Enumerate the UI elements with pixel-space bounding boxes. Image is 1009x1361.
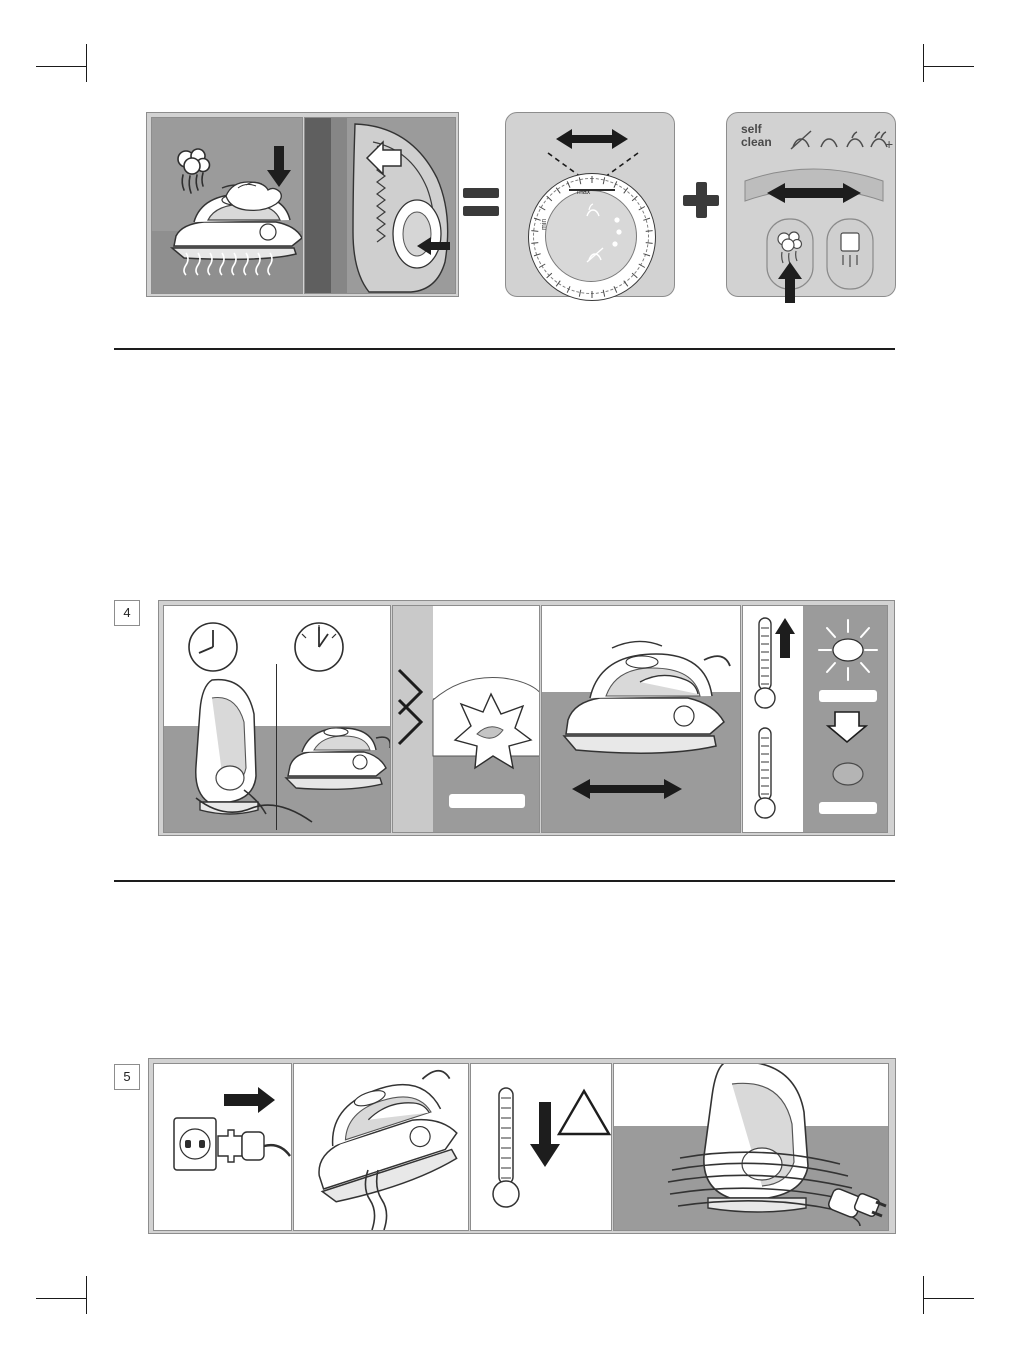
crop-mark-bottom-right (923, 1276, 924, 1314)
cell-iron-in-hand (541, 605, 741, 833)
crop-mark-right-bottom (924, 1298, 974, 1299)
cell-clock-2min (163, 605, 391, 833)
left-arrow-icon (417, 236, 451, 256)
dial-label-min: min (541, 218, 548, 230)
crop-mark-bottom-left (86, 1276, 87, 1314)
plug-icon (216, 1122, 292, 1170)
warning-triangle-icon (557, 1088, 611, 1138)
self-clean-label-line1: self (741, 122, 762, 136)
thermometer-up-icon (751, 614, 799, 712)
cell-iron-steam-burst (151, 117, 303, 294)
plus-symbol (683, 182, 719, 218)
down-arrow-outline-icon (827, 710, 867, 744)
panel-temperature-dial (505, 112, 675, 297)
cell-empty-water (293, 1063, 469, 1231)
no-steam-icon (585, 246, 605, 264)
double-arrow-icon (572, 778, 682, 800)
cell-cool-down (470, 1063, 612, 1231)
cell-steam-burst-fabric (392, 605, 540, 833)
water-stream-icon (354, 1168, 394, 1231)
indicator-light-on-icon (815, 618, 881, 682)
temperature-dial-icon[interactable] (528, 173, 656, 301)
cell-unplug-socket (153, 1063, 292, 1231)
spray-button-icon (825, 217, 875, 291)
crop-mark-left-top (36, 66, 86, 67)
crop-mark-left-bottom (36, 1298, 86, 1299)
panel-heating-and-ironing (158, 600, 895, 836)
clock-icon (186, 620, 240, 674)
double-chevron-icon (395, 666, 435, 750)
clock-minutes-icon (292, 620, 346, 674)
thermometer-icon (489, 1084, 533, 1212)
dial-label-max: max (577, 189, 591, 196)
starburst-icon (449, 692, 533, 770)
label-bar-icon (449, 794, 525, 808)
section-divider-2 (114, 880, 895, 882)
step-number-4: 4 (114, 600, 140, 626)
crop-mark-top-left (86, 44, 87, 82)
svg-text:+: + (885, 136, 894, 152)
steam-burst-button-icon (365, 138, 409, 184)
panel-unplug-empty-store (148, 1058, 896, 1234)
equals-symbol (463, 186, 499, 220)
cord-icon (194, 792, 314, 830)
self-clean-label-line2: clean (741, 135, 772, 149)
iron-with-hand-icon (554, 624, 736, 774)
panel-steam-ironing (146, 112, 459, 297)
steam-icon (583, 202, 603, 220)
double-arrow-icon (556, 127, 628, 151)
cell-fabric-vertical-steam (304, 117, 456, 294)
wall-socket-icon (172, 1116, 218, 1172)
indicator-light-off-icon (815, 752, 881, 798)
step-number-5: 5 (114, 1064, 140, 1090)
steam-jet-icon (182, 251, 278, 277)
section-divider-1 (114, 348, 895, 350)
cell-store-cord (613, 1063, 889, 1231)
hand-icon (222, 176, 284, 216)
steam-setting-icons (789, 125, 894, 155)
cell-thermostat-indicators (742, 605, 888, 833)
crop-mark-right-top (924, 66, 974, 67)
label-bar-icon (819, 802, 877, 814)
label-bar-icon (819, 690, 877, 702)
slider-band-icon (741, 157, 887, 211)
thermometer-down-icon (751, 724, 799, 822)
up-arrow-icon (777, 261, 803, 303)
crop-mark-top-right (923, 44, 924, 82)
cord-wrapped-icon (642, 1148, 888, 1231)
panel-self-clean (726, 112, 896, 297)
right-arrow-icon (224, 1086, 276, 1114)
plug-icon (827, 1187, 886, 1219)
